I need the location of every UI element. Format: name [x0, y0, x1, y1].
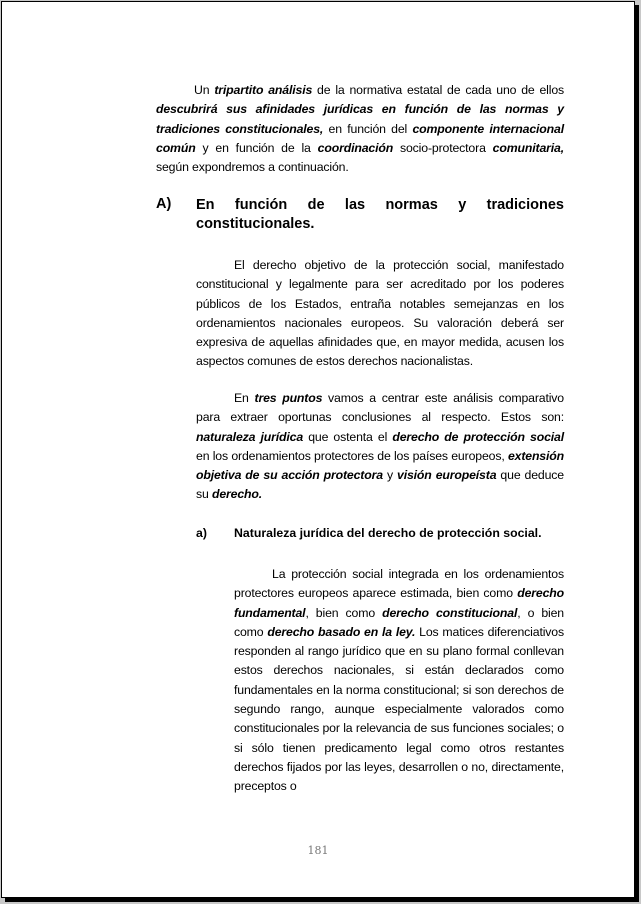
emphasis: derecho basado en la ley. [267, 624, 416, 639]
emphasis: naturaleza jurídica [196, 429, 304, 444]
body-paragraph: En tres puntos vamos a centrar este análisis comparativo para extraer oportunas conclusiones al respecto. Estos son: naturaleza jurídica que ostenta el derecho de protección social en los ordenamientos protectores de los países europeos, extensión objetiva de su acción protectora y visión europeísta que deduce su derecho. [196, 391, 564, 502]
emphasis: coordinación [317, 140, 394, 155]
emphasis: derecho. [211, 487, 263, 502]
emphasis: tres puntos [254, 391, 323, 405]
body-paragraph: La protección social integrada en los ordenamientos protectores europeos aparece estimada, bien como derecho fundamental, bien como derecho constitucional, o bien como derecho basado en la ley. Los matices diferenciativos responden al rango jurídico que en su plano formal conllevan estos derechos nacionales, si están declarados como fundamentales en la norma constitucional; si son derechos de segundo rango, aunque especialmente valorados como constitucionales por la relevancia de sus funciones sociales; o si sólo tienen predicamento legal como otros restantes derechos fijados por las leyes, desarrollen o no, directamente, preceptos o [234, 567, 564, 794]
emphasis: tripartito análisis [214, 83, 313, 97]
emphasis: derecho de protección social [392, 429, 564, 444]
subsection-a-label: a) [196, 526, 207, 540]
section-a-heading: En función de las normas y tradiciones constitucionales. [196, 197, 564, 232]
emphasis: derecho constitucional [382, 605, 518, 620]
emphasis: visión europeísta [397, 468, 497, 483]
document-page [1, 1, 635, 898]
emphasis: derecho fundamental [234, 586, 564, 620]
section-a-label: A) [156, 196, 172, 212]
subsection-a-heading: Naturaleza jurídica del derecho de protección social. [234, 526, 542, 540]
emphasis: extensión objetiva de su acción protectora [196, 448, 564, 483]
intro-paragraph: Un tripartito análisis de la normativa estatal de cada uno de ellos descubrirá sus afinidades jurídicas en función de las normas y tradiciones constitucionales, en función del componente internacional común y en función de la coordinación socio-protectora comunitaria, según expondremos a continuación. [156, 83, 565, 175]
emphasis: componente internacional común [156, 121, 564, 155]
body-paragraph: El derecho objetivo de la protección social, manifestado constitucional y legalmente para ser acreditado por los poderes públicos de los Estados, entraña notables semejanzas en los ordenamientos nacionales europeos. Su valoración deberá ser expresiva de aquellas afinidades que, en mayor medida, acusen los aspectos comunes de estos derechos nacionalistas. [196, 258, 564, 369]
emphasis: descubrirá sus afinidades jurídicas en función de las normas y tradiciones constitucionales, [156, 102, 564, 136]
page-number: 181 [307, 844, 329, 857]
emphasis: comunitaria, [492, 140, 564, 155]
